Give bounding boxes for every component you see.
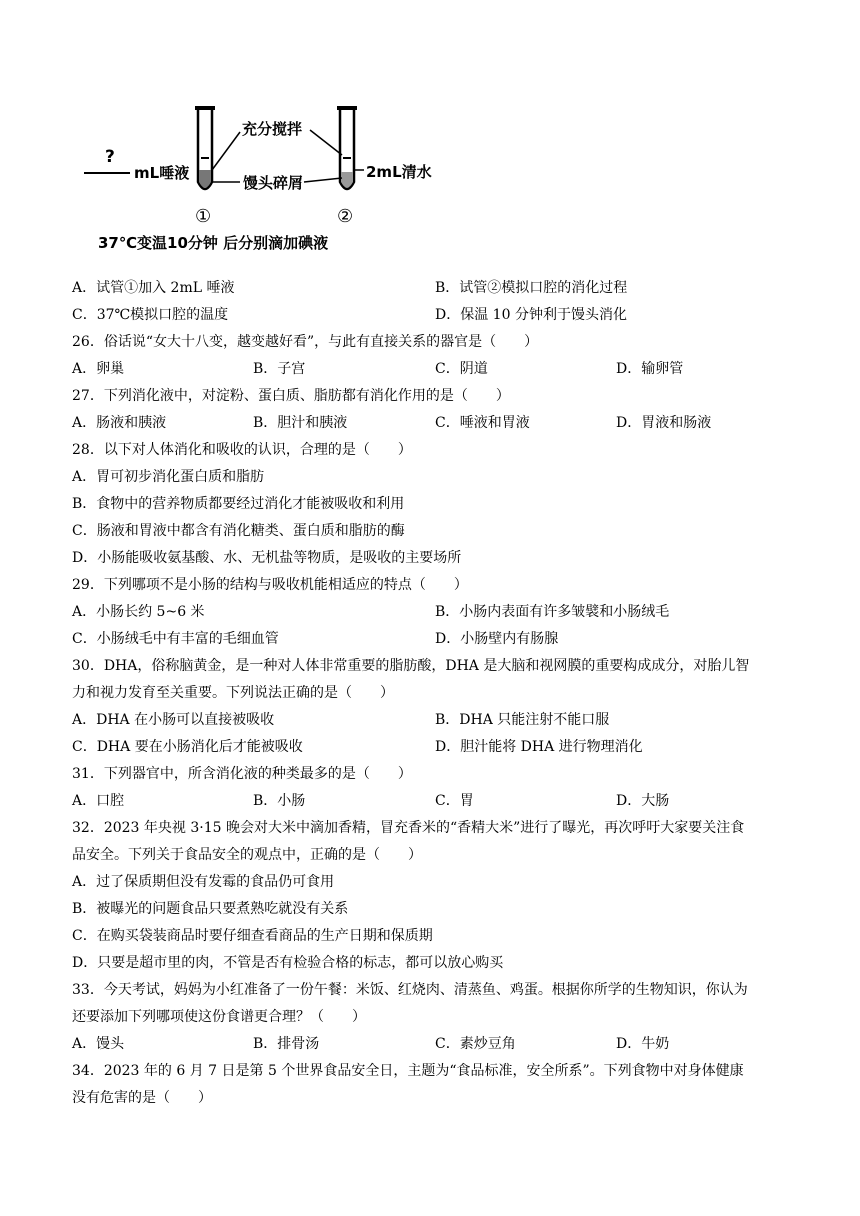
q32-option-a[interactable]: A．过了保质期但没有发霉的食品仍可食用 xyxy=(72,874,335,890)
q27-option-d[interactable]: D．胃液和肠液 xyxy=(616,415,712,431)
q26-option-a[interactable]: A．卵巢 xyxy=(72,361,125,377)
q34-stem-line2: 没有危害的是（ ） xyxy=(72,1090,212,1106)
q31-option-a[interactable]: A．口腔 xyxy=(72,793,125,809)
q31-option-b[interactable]: B．小肠 xyxy=(253,793,306,809)
q25-option-d[interactable]: D．保温 10 分钟利于馒头消化 xyxy=(435,307,627,323)
q30-option-a[interactable]: A．DHA 在小肠可以直接被吸收 xyxy=(72,712,275,728)
test-tube-2 xyxy=(337,106,357,189)
q26-option-b[interactable]: B．子宫 xyxy=(253,361,306,377)
q29-stem: 29．下列哪项不是小肠的结构与吸收机能相适应的特点（ ） xyxy=(72,577,468,593)
stir-label: 充分搅拌 xyxy=(242,120,303,138)
q27-option-b[interactable]: B．胆汁和胰液 xyxy=(253,415,348,431)
q27-stem: 27．下列消化液中，对淀粉、蛋白质、脂肪都有消化作用的是（ ） xyxy=(72,388,510,404)
q33-option-c[interactable]: C．素炒豆角 xyxy=(435,1036,516,1052)
test-tube-1 xyxy=(195,106,215,189)
q25-option-c[interactable]: C．37℃模拟口腔的温度 xyxy=(72,307,229,323)
q25-option-a[interactable]: A．试管①加入 2mL 唾液 xyxy=(72,280,235,296)
q28-stem: 28．以下对人体消化和吸收的认识，合理的是（ ） xyxy=(72,442,412,458)
q33-option-a[interactable]: A．馒头 xyxy=(72,1036,125,1052)
q27-option-a[interactable]: A．肠液和胰液 xyxy=(72,415,167,431)
water-label: 2mL清水 xyxy=(366,163,432,181)
crumbs-label: 馒头碎屑 xyxy=(243,174,304,192)
q29-option-b[interactable]: B．小肠内表面有许多皱襞和小肠绒毛 xyxy=(435,604,670,620)
q31-stem: 31．下列器官中，所含消化液的种类最多的是（ ） xyxy=(72,766,412,782)
q32-option-c[interactable]: C．在购买袋装商品时要仔细查看商品的生产日期和保质期 xyxy=(72,928,433,944)
q26-stem: 26．俗话说“女大十八变，越变越好看”，与此有直接关系的器官是（ ） xyxy=(72,334,539,350)
figure-caption: 37℃变温10分钟 后分别滴加碘液 xyxy=(98,234,329,252)
q28-option-a[interactable]: A．胃可初步消化蛋白质和脂肪 xyxy=(72,469,265,485)
q32-option-b[interactable]: B．被曝光的问题食品只要煮熟吃就没有关系 xyxy=(72,901,349,917)
q31-option-d[interactable]: D．大肠 xyxy=(616,793,670,809)
question-mark: ? xyxy=(105,147,115,167)
q30-option-c[interactable]: C．DHA 要在小肠消化后才能被吸收 xyxy=(72,739,303,755)
q32-option-d[interactable]: D．只要是超市里的肉，不管是否有检验合格的标志，都可以放心购买 xyxy=(72,955,504,971)
q32-stem-line2: 品安全。下列关于食品安全的观点中，正确的是（ ） xyxy=(72,847,422,863)
q31-option-c[interactable]: C．胃 xyxy=(435,793,474,809)
q34-stem-line1: 34．2023 年的 6 月 7 日是第 5 个世界食品安全日，主题为“食品标准，安全所系”。下列食物中对身体健康 xyxy=(72,1063,744,1079)
q28-option-b[interactable]: B．食物中的营养物质都要经过消化才能被吸收和利用 xyxy=(72,496,405,512)
q26-option-d[interactable]: D．输卵管 xyxy=(616,361,684,377)
q33-stem-line1: 33．今天考试，妈妈为小红准备了一份午餐：米饭、红烧肉、清蒸鱼、鸡蛋。根据你所学的生物知识，你认为 xyxy=(72,982,748,998)
saliva-label: mL唾液 xyxy=(134,164,190,182)
q29-option-d[interactable]: D．小肠壁内有肠腺 xyxy=(435,631,559,647)
q27-option-c[interactable]: C．唾液和胃液 xyxy=(435,415,530,431)
q33-stem-line2: 还要添加下列哪项使这份食谱更合理？（ ） xyxy=(72,1009,366,1025)
q26-option-c[interactable]: C．阴道 xyxy=(435,361,488,377)
q25-option-b[interactable]: B．试管②模拟口腔的消化过程 xyxy=(435,280,628,296)
q33-option-b[interactable]: B．排骨汤 xyxy=(253,1036,320,1052)
q33-option-d[interactable]: D．牛奶 xyxy=(616,1036,670,1052)
q30-option-d[interactable]: D．胆汁能将 DHA 进行物理消化 xyxy=(435,739,643,755)
q29-option-c[interactable]: C．小肠绒毛中有丰富的毛细血管 xyxy=(72,631,279,647)
tube2-number: ② xyxy=(337,206,354,227)
q32-stem-line1: 32．2023 年央视 3·15 晚会对大米中滴加香精，冒充香米的“香精大米”进行了曝光，再次呼吁大家要关注食 xyxy=(72,820,745,836)
q28-option-d[interactable]: D．小肠能吸收氨基酸、水、无机盐等物质，是吸收的主要场所 xyxy=(72,550,462,566)
experiment-figure xyxy=(80,100,460,260)
tube1-number: ① xyxy=(195,206,212,227)
q30-option-b[interactable]: B．DHA 只能注射不能口服 xyxy=(435,712,610,728)
q30-stem-line2: 力和视力发育至关重要。下列说法正确的是（ ） xyxy=(72,685,394,701)
q29-option-a[interactable]: A．小肠长约 5~6 米 xyxy=(72,604,205,620)
q30-stem-line1: 30．DHA，俗称脑黄金，是一种对人体非常重要的脂肪酸，DHA 是大脑和视网膜的重要构成成分，对胎儿智 xyxy=(72,658,750,674)
q28-option-c[interactable]: C．肠液和胃液中都含有消化糖类、蛋白质和脂肪的酶 xyxy=(72,523,405,539)
